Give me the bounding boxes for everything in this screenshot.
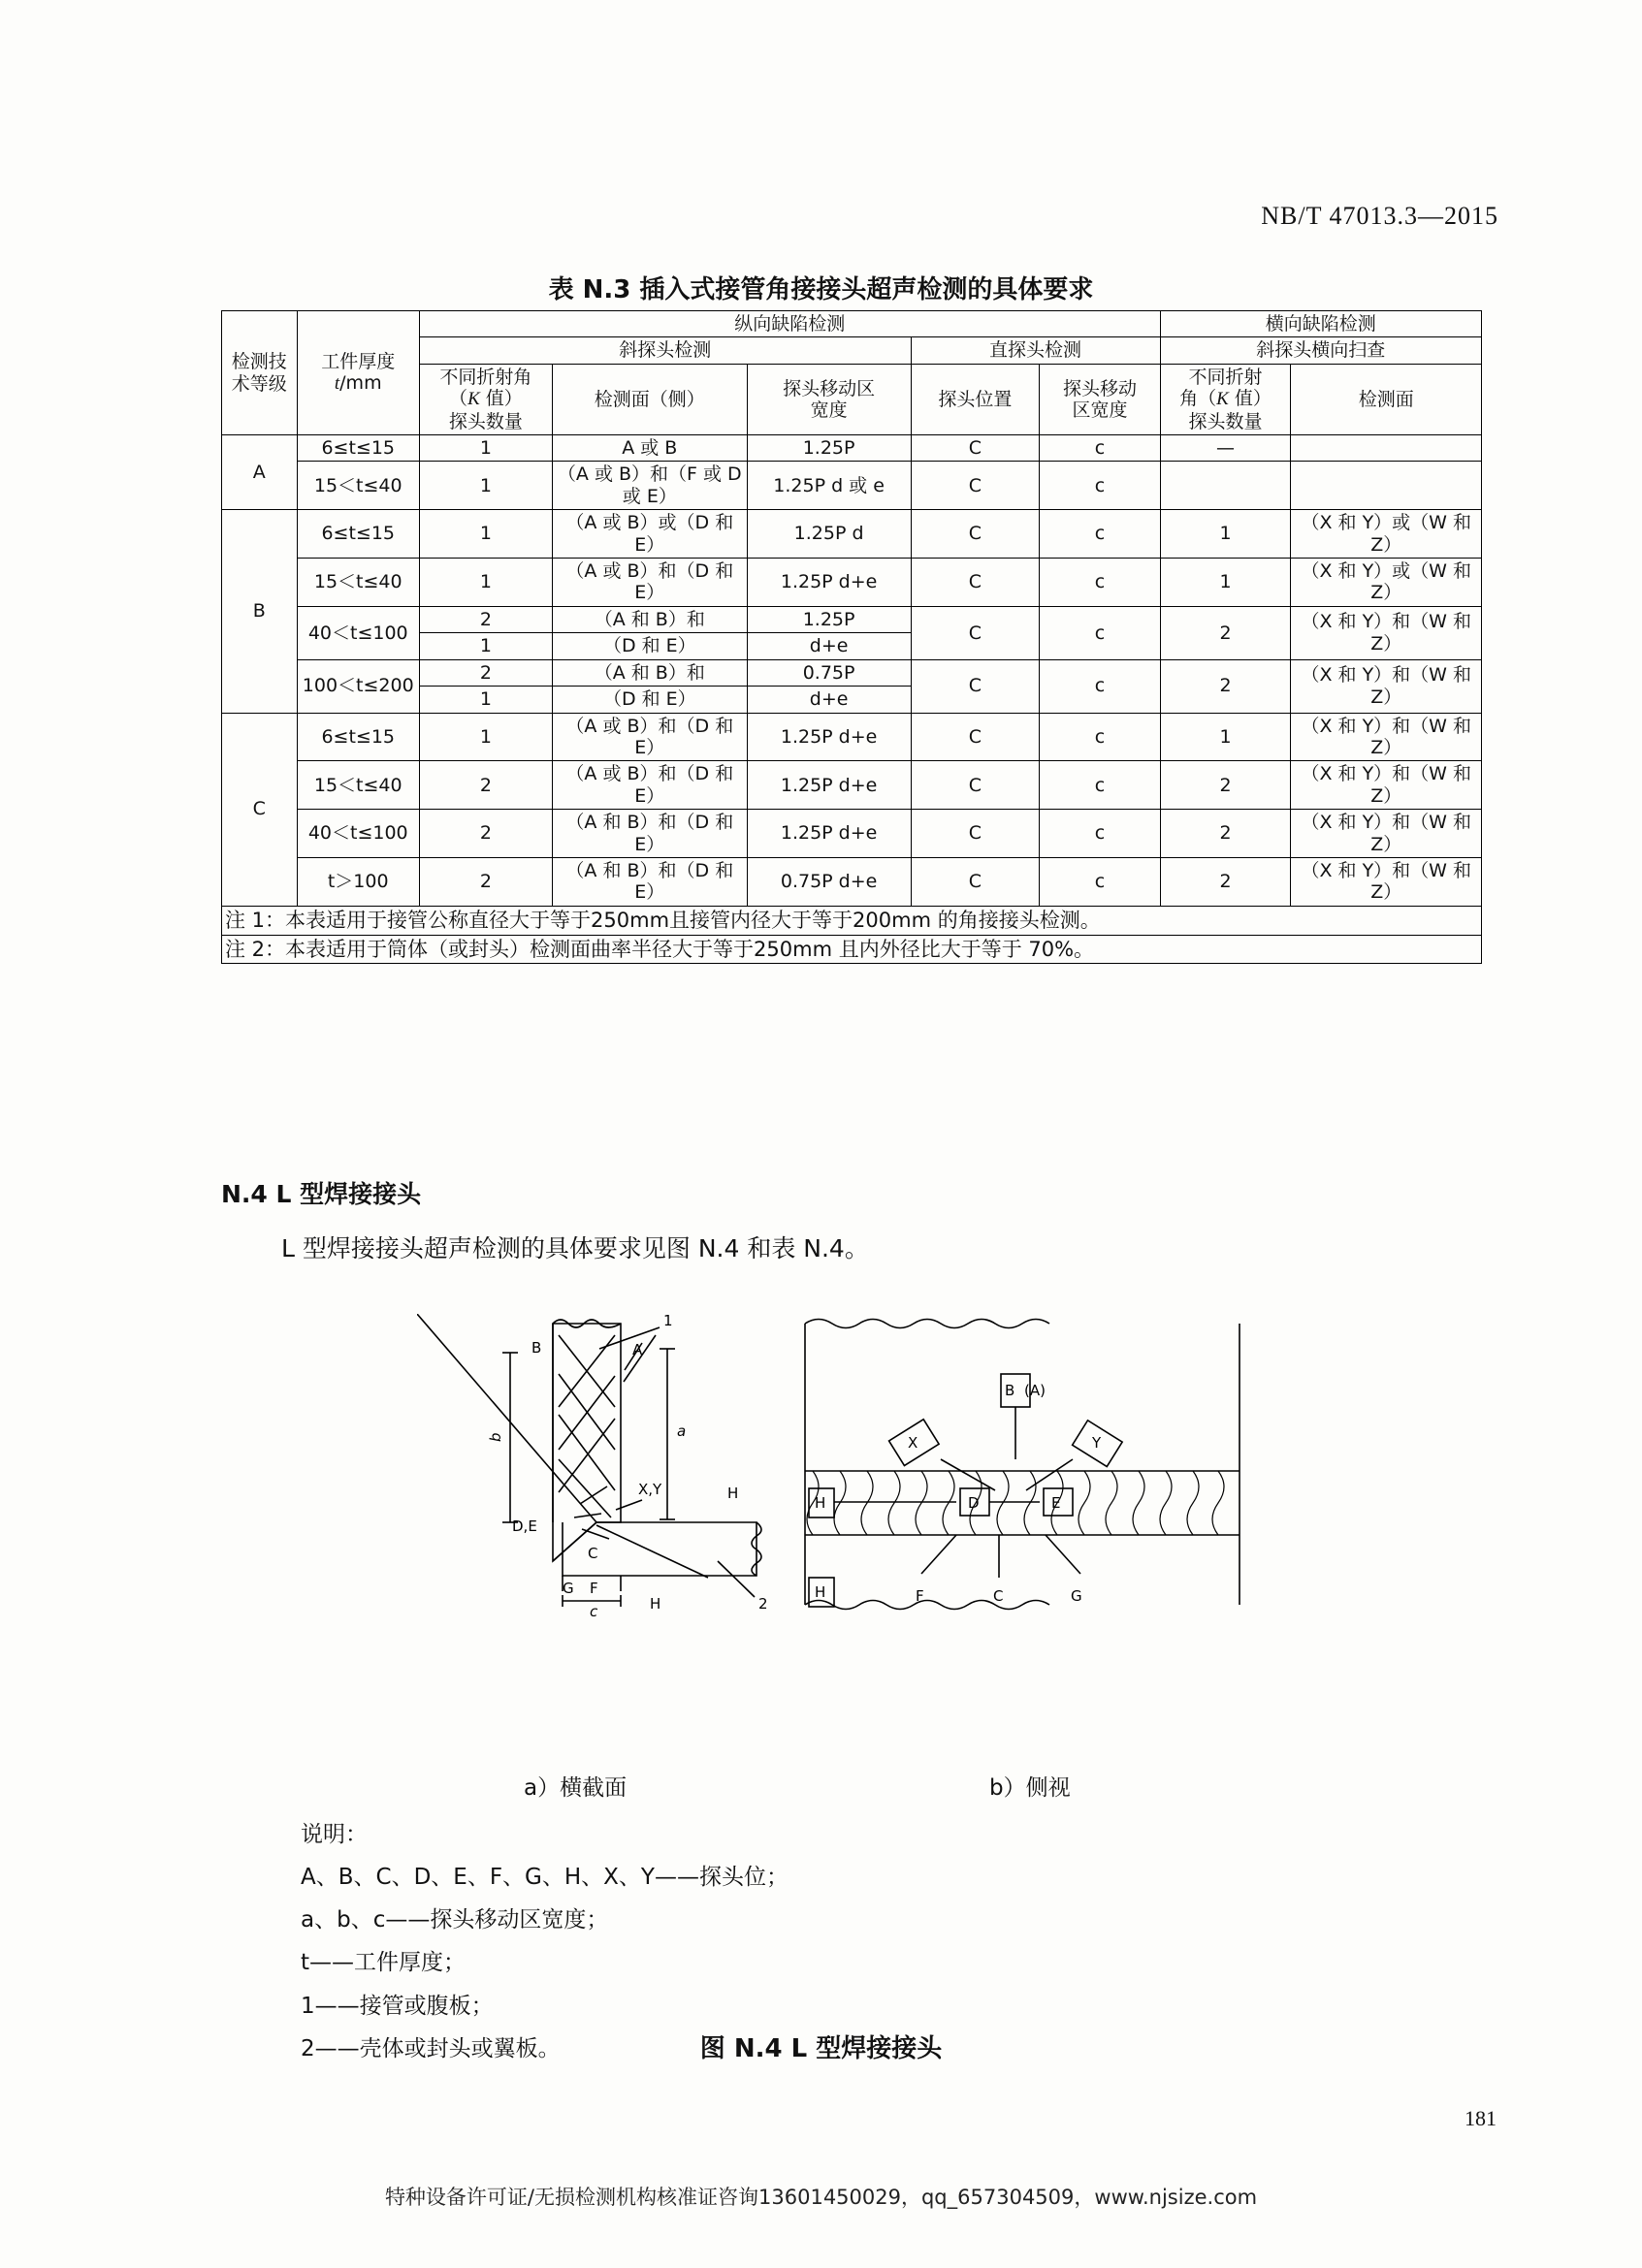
cell-count: 1 [419, 559, 552, 607]
cell-move-width-2: c [1040, 462, 1160, 510]
table-row [222, 435, 1482, 462]
svg-text:2: 2 [758, 1595, 768, 1613]
cell-surface-2: （X 和 Y）或（W 和 Z） [1291, 510, 1482, 559]
cell-move-width: 1.25P d 或 e [747, 462, 911, 510]
cell-surface: （A 和 B）和（D 和 E） [552, 810, 747, 858]
table-row [222, 713, 1482, 761]
table-note-2: 注 2：本表适用于筒体（或封头）检测面曲率半径大于等于250mm 且内外径比大于等于 70%。 [222, 935, 1482, 964]
figure-drawing [417, 1314, 1251, 1789]
svg-text:E: E [1051, 1494, 1061, 1512]
svg-text:Y: Y [1092, 1434, 1102, 1452]
cell-count: 2 [419, 810, 552, 858]
table-row [222, 462, 1482, 510]
table-row [222, 510, 1482, 559]
cell-count-2: 2 [1160, 857, 1291, 906]
cell-count-2: 2 [1160, 659, 1291, 713]
svg-text:D,E: D,E [512, 1517, 537, 1535]
cell-position: C [911, 559, 1040, 607]
cell-surface: （A 或 B）和（D 和 E） [552, 559, 747, 607]
svg-text:D: D [968, 1494, 980, 1512]
col-header-probe-position: 探头位置 [911, 364, 1040, 434]
svg-text:X,Y: X,Y [638, 1481, 662, 1498]
cell-move-width: 0.75P [747, 659, 911, 686]
svg-text:H: H [727, 1485, 739, 1502]
footer-watermark: 特种设备许可证/无损检测机构核准证咨询13601450029，qq_657304509，www.njsize.com [384, 2186, 1258, 2209]
col-header-transverse-scan: 斜探头横向扫查 [1160, 337, 1481, 364]
cell-count-2 [1160, 462, 1291, 510]
cell-surface-2: （X 和 Y）和（W 和 Z） [1291, 810, 1482, 858]
svg-text:a: a [677, 1422, 687, 1440]
cell-position: C [911, 435, 1040, 462]
svg-text:B: B [531, 1339, 542, 1357]
cell-count: 2 [419, 606, 552, 632]
col-header-refraction-count: 不同折射角 （K 值） 探头数量 [419, 364, 552, 434]
svg-text:H: H [815, 1494, 826, 1512]
cell-move-width: 1.25P d+e [747, 559, 911, 607]
cell-surface-2 [1291, 462, 1482, 510]
legend-item: A、B、C、D、E、F、G、H、X、Y——探头位； [301, 1865, 789, 1891]
cell-move-width-2: c [1040, 435, 1160, 462]
cell-move-width-2: c [1040, 559, 1160, 607]
cell-move-width-2: c [1040, 713, 1160, 761]
svg-text:B: B [1005, 1382, 1015, 1399]
figure-n4 [417, 1314, 1251, 1789]
cell-thickness: t＞100 [297, 857, 419, 906]
cell-position: C [911, 510, 1040, 559]
table-row [222, 761, 1482, 810]
col-header-angle-probe: 斜探头检测 [419, 337, 911, 364]
cell-count: 2 [419, 659, 552, 686]
figure-caption-a: a）横截面 [524, 1775, 628, 1801]
page-number: 181 [1465, 2106, 1497, 2130]
cell-surface: （D 和 E） [552, 687, 747, 713]
table-note-row [222, 935, 1482, 964]
cell-move-width-2: c [1040, 857, 1160, 906]
col-header-refraction-count-2: 不同折射 角（K 值） 探头数量 [1160, 364, 1291, 434]
cell-count-2: 2 [1160, 761, 1291, 810]
requirements-table [221, 310, 1482, 964]
cell-thickness: 15＜t≤40 [297, 559, 419, 607]
table-row [222, 857, 1482, 906]
cell-position: C [911, 606, 1040, 659]
col-header-thickness: 工件厚度 t/mm [297, 311, 419, 435]
cell-count-2: 2 [1160, 810, 1291, 858]
cell-surface-2: （X 和 Y）和（W 和 Z） [1291, 659, 1482, 713]
cell-position: C [911, 857, 1040, 906]
cell-surface-2: （X 和 Y）和（W 和 Z） [1291, 857, 1482, 906]
cell-position: C [911, 713, 1040, 761]
cell-move-width-2: c [1040, 510, 1160, 559]
cell-move-width-2: c [1040, 606, 1160, 659]
cell-count-2: 1 [1160, 559, 1291, 607]
col-header-detect-surface: 检测面（侧） [552, 364, 747, 434]
cell-surface: （A 和 B）和（D 和 E） [552, 857, 747, 906]
figure-caption-b: b）侧视 [989, 1775, 1071, 1801]
cell-thickness: 40＜t≤100 [297, 810, 419, 858]
cell-thickness: 6≤t≤15 [297, 435, 419, 462]
cell-count: 2 [419, 761, 552, 810]
cell-move-width: d+e [747, 633, 911, 659]
svg-text:b: b [487, 1432, 504, 1442]
legend-item: 1——接管或腹板； [301, 1993, 494, 2019]
svg-text:A: A [632, 1341, 643, 1358]
svg-text:(A): (A) [1024, 1382, 1046, 1399]
cell-surface-2: （X 和 Y）和（W 和 Z） [1291, 606, 1482, 659]
table-row [222, 810, 1482, 858]
col-header-longitudinal: 纵向缺陷检测 [419, 311, 1160, 337]
section-heading: N.4 L 型焊接接头 [221, 1180, 422, 1208]
col-header-detect-surface-2: 检测面 [1291, 364, 1482, 434]
table-note-row [222, 906, 1482, 935]
svg-text:H: H [815, 1583, 826, 1601]
cell-move-width: d+e [747, 687, 911, 713]
svg-text:F: F [590, 1580, 598, 1597]
cell-thickness: 15＜t≤40 [297, 761, 419, 810]
cell-position: C [911, 462, 1040, 510]
cell-move-width: 1.25P d+e [747, 713, 911, 761]
cell-thickness: 100＜t≤200 [297, 659, 419, 713]
cell-position: C [911, 810, 1040, 858]
cell-move-width: 1.25P [747, 606, 911, 632]
cell-surface: （D 和 E） [552, 633, 747, 659]
svg-text:F: F [916, 1587, 924, 1605]
cell-count-2: 1 [1160, 713, 1291, 761]
cell-level: B [222, 510, 298, 713]
cell-thickness: 15＜t≤40 [297, 462, 419, 510]
cell-move-width-2: c [1040, 810, 1160, 858]
legend-item: 2——壳体或封头或翼板。 [301, 2035, 561, 2061]
col-header-probe-move-width: 探头移动区 宽度 [747, 364, 911, 434]
cell-count: 1 [419, 687, 552, 713]
col-header-straight-probe: 直探头检测 [911, 337, 1160, 364]
cell-surface-2: （X 和 Y）和（W 和 Z） [1291, 713, 1482, 761]
cell-surface: （A 或 B）和（D 和 E） [552, 713, 747, 761]
cell-surface: （A 和 B）和 [552, 659, 747, 686]
col-header-level: 检测技术等级 [222, 311, 298, 435]
cell-count-2: 2 [1160, 606, 1291, 659]
cell-count: 1 [419, 633, 552, 659]
cell-count: 1 [419, 510, 552, 559]
cell-level: A [222, 435, 298, 510]
svg-text:1: 1 [663, 1314, 673, 1329]
cell-move-width: 1.25P [747, 435, 911, 462]
cell-surface: （A 或 B）或（D 和 E） [552, 510, 747, 559]
cell-count: 1 [419, 435, 552, 462]
col-header-probe-move-width-2: 探头移动 区宽度 [1040, 364, 1160, 434]
section-paragraph: L 型焊接接头超声检测的具体要求见图 N.4 和表 N.4。 [281, 1234, 869, 1262]
cell-level: C [222, 713, 298, 906]
svg-text:C: C [588, 1545, 598, 1562]
cell-move-width: 1.25P d+e [747, 761, 911, 810]
table-row [222, 559, 1482, 607]
legend-item: a、b、c——探头移动区宽度； [301, 1907, 609, 1933]
svg-text:H: H [650, 1595, 661, 1613]
cell-surface: （A 和 B）和 [552, 606, 747, 632]
cell-position: C [911, 659, 1040, 713]
cell-move-width-2: c [1040, 761, 1160, 810]
svg-text:X: X [908, 1434, 918, 1452]
cell-move-width-2: c [1040, 659, 1160, 713]
standard-code: NB/T 47013.3—2015 [1261, 202, 1498, 230]
cell-surface: A 或 B [552, 435, 747, 462]
svg-text:G: G [563, 1580, 574, 1597]
svg-text:G: G [1071, 1587, 1082, 1605]
table-row [222, 659, 1482, 686]
cell-surface-2: （X 和 Y）和（W 和 Z） [1291, 761, 1482, 810]
cell-move-width: 1.25P d [747, 510, 911, 559]
table-note-1: 注 1：本表适用于接管公称直径大于等于250mm且接管内径大于等于200mm 的角接接头检测。 [222, 906, 1482, 935]
cell-thickness: 40＜t≤100 [297, 606, 419, 659]
svg-text:c: c [590, 1603, 598, 1620]
cell-surface-2: （X 和 Y）或（W 和 Z） [1291, 559, 1482, 607]
cell-surface: （A 或 B）和（D 和 E） [552, 761, 747, 810]
col-header-transverse: 横向缺陷检测 [1160, 311, 1481, 337]
cell-thickness: 6≤t≤15 [297, 713, 419, 761]
cell-surface-2 [1291, 435, 1482, 462]
cell-count: 2 [419, 857, 552, 906]
cell-move-width: 1.25P d+e [747, 810, 911, 858]
cell-count-2: — [1160, 435, 1291, 462]
cell-count: 1 [419, 462, 552, 510]
cell-move-width: 0.75P d+e [747, 857, 911, 906]
legend-heading: 说明： [301, 1822, 368, 1847]
table-title: 表 N.3 插入式接管角接接头超声检测的具体要求 [548, 275, 1094, 304]
cell-surface: （A 或 B）和（F 或 D 或 E） [552, 462, 747, 510]
legend-item: t——工件厚度； [301, 1950, 467, 1976]
svg-text:C: C [993, 1587, 1004, 1605]
figure-title: 图 N.4 L 型焊接接头 [699, 2034, 943, 2063]
cell-thickness: 6≤t≤15 [297, 510, 419, 559]
cell-count: 1 [419, 713, 552, 761]
table-row [222, 606, 1482, 632]
cell-count-2: 1 [1160, 510, 1291, 559]
cell-position: C [911, 761, 1040, 810]
